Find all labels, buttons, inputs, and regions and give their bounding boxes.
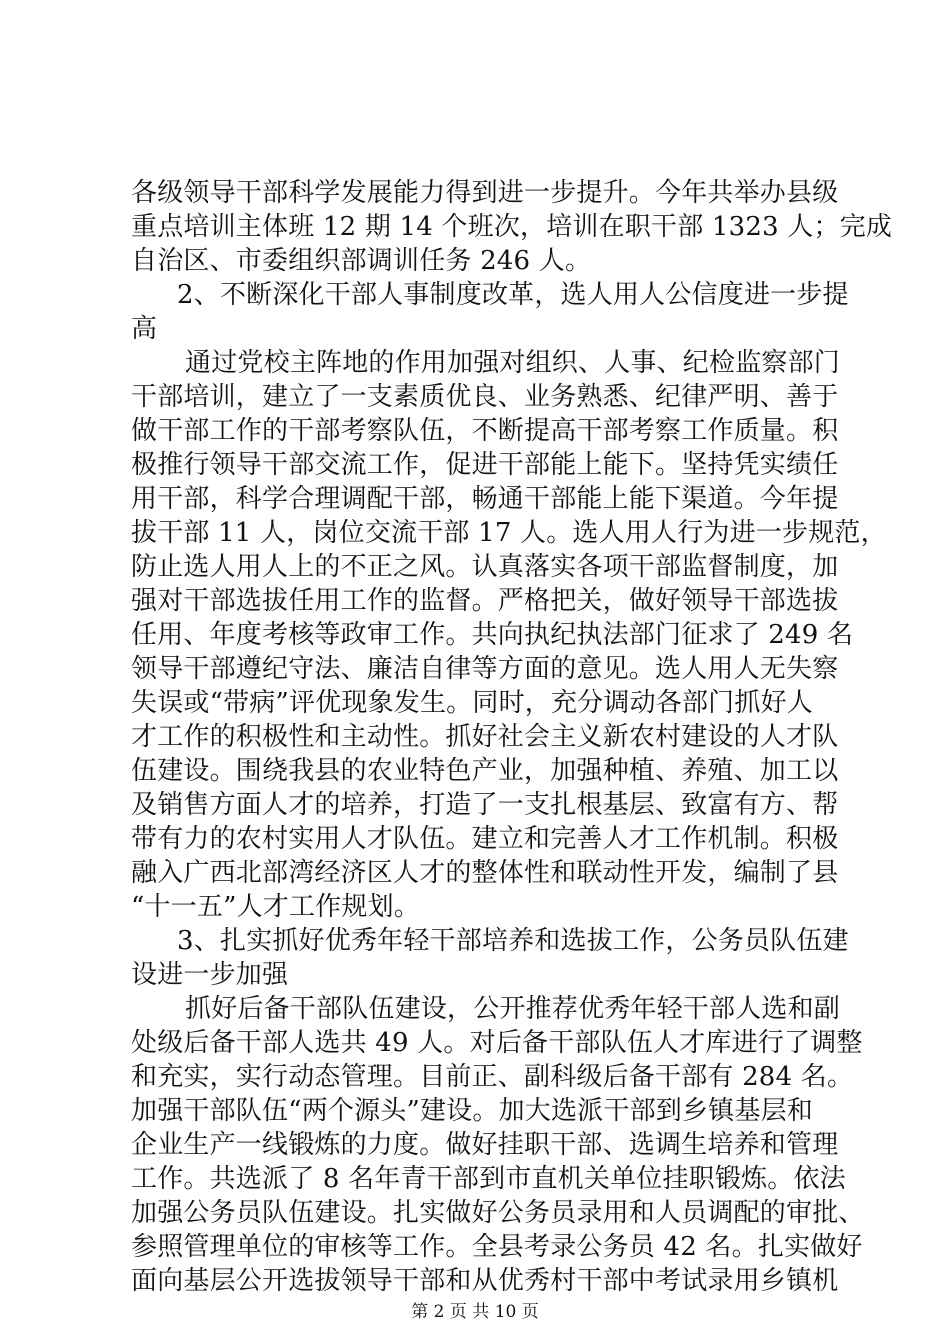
body-line-21: 融入广西北部湾经济区人才的整体性和联动性开发，编制了县 bbox=[131, 858, 839, 888]
body-line-30: 工作。共选派了 8 名年青干部到市直机关单位挂职锻炼。依法 bbox=[131, 1164, 846, 1194]
body-line-32: 参照管理单位的审核等工作。全县考录公务员 42 名。扎实做好 bbox=[131, 1232, 863, 1262]
body-line-22: “十一五”人才工作规划。 bbox=[131, 892, 420, 922]
body-line-25: 抓好后备干部队伍建设，公开推荐优秀年轻干部人选和副 bbox=[185, 994, 841, 1024]
body-line-7: 干部培训，建立了一支素质优良、业务熟悉、纪律严明、善于 bbox=[131, 382, 839, 412]
body-line-29: 企业生产一线锻炼的力度。做好挂职干部、选调生培养和管理 bbox=[131, 1130, 839, 1160]
body-line-31: 加强公务员队伍建设。扎实做好公务员录用和人员调配的审批、 bbox=[131, 1198, 865, 1228]
body-line-28: 加强干部队伍“两个源头”建设。加大选派干部到乡镇基层和 bbox=[131, 1096, 813, 1126]
section-heading-2-cont: 高 bbox=[131, 314, 158, 344]
body-line-3: 自治区、市委组织部调训任务 246 人。 bbox=[131, 246, 592, 276]
body-line-18: 伍建设。围绕我县的农业特色产业，加强种植、养殖、加工以 bbox=[131, 756, 839, 786]
body-line-16: 失误或“带病”评优现象发生。同时，充分调动各部门抓好人 bbox=[131, 688, 813, 718]
page-number-footer: 第 2 页 共 10 页 bbox=[411, 1302, 539, 1322]
body-line-33: 面向基层公开选拔领导干部和从优秀村干部中考试录用乡镇机 bbox=[131, 1266, 839, 1296]
body-line-1: 各级领导干部科学发展能力得到进一步提升。今年共举办县级 bbox=[131, 178, 839, 208]
section-heading-3: 3、扎实抓好优秀年轻干部培养和选拔工作，公务员队伍建 bbox=[177, 926, 849, 956]
body-line-17: 才工作的积极性和主动性。抓好社会主义新农村建设的人才队 bbox=[131, 722, 839, 752]
body-line-20: 带有力的农村实用人才队伍。建立和完善人才工作机制。积极 bbox=[131, 824, 839, 854]
body-line-26: 处级后备干部人选共 49 人。对后备干部队伍人才库进行了调整 bbox=[131, 1028, 863, 1058]
body-line-11: 拔干部 11 人，岗位交流干部 17 人。选人用人行为进一步规范， bbox=[131, 518, 887, 548]
body-line-15: 领导干部遵纪守法、廉洁自律等方面的意见。选人用人无失察 bbox=[131, 654, 839, 684]
section-heading-3-cont: 设进一步加强 bbox=[131, 960, 289, 990]
body-line-6: 通过党校主阵地的作用加强对组织、人事、纪检监察部门 bbox=[185, 348, 841, 378]
body-line-27: 和充实，实行动态管理。目前正、副科级后备干部有 284 名。 bbox=[131, 1062, 854, 1092]
body-line-10: 用干部，科学合理调配干部，畅通干部能上能下渠道。今年提 bbox=[131, 484, 839, 514]
body-line-8: 做干部工作的干部考察队伍，不断提高干部考察工作质量。积 bbox=[131, 416, 839, 446]
body-line-9: 极推行领导干部交流工作，促进干部能上能下。坚持凭实绩任 bbox=[131, 450, 839, 480]
body-line-13: 强对干部选拔任用工作的监督。严格把关，做好领导干部选拔 bbox=[131, 586, 839, 616]
body-line-14: 任用、年度考核等政审工作。共向执纪执法部门征求了 249 名 bbox=[131, 620, 854, 650]
body-line-2: 重点培训主体班 12 期 14 个班次，培训在职干部 1323 人；完成 bbox=[131, 212, 893, 242]
body-line-19: 及销售方面人才的培养，打造了一支扎根基层、致富有方、帮 bbox=[131, 790, 839, 820]
body-line-12: 防止选人用人上的不正之风。认真落实各项干部监督制度，加 bbox=[131, 552, 839, 582]
section-heading-2: 2、不断深化干部人事制度改革，选人用人公信度进一步提 bbox=[177, 280, 849, 310]
